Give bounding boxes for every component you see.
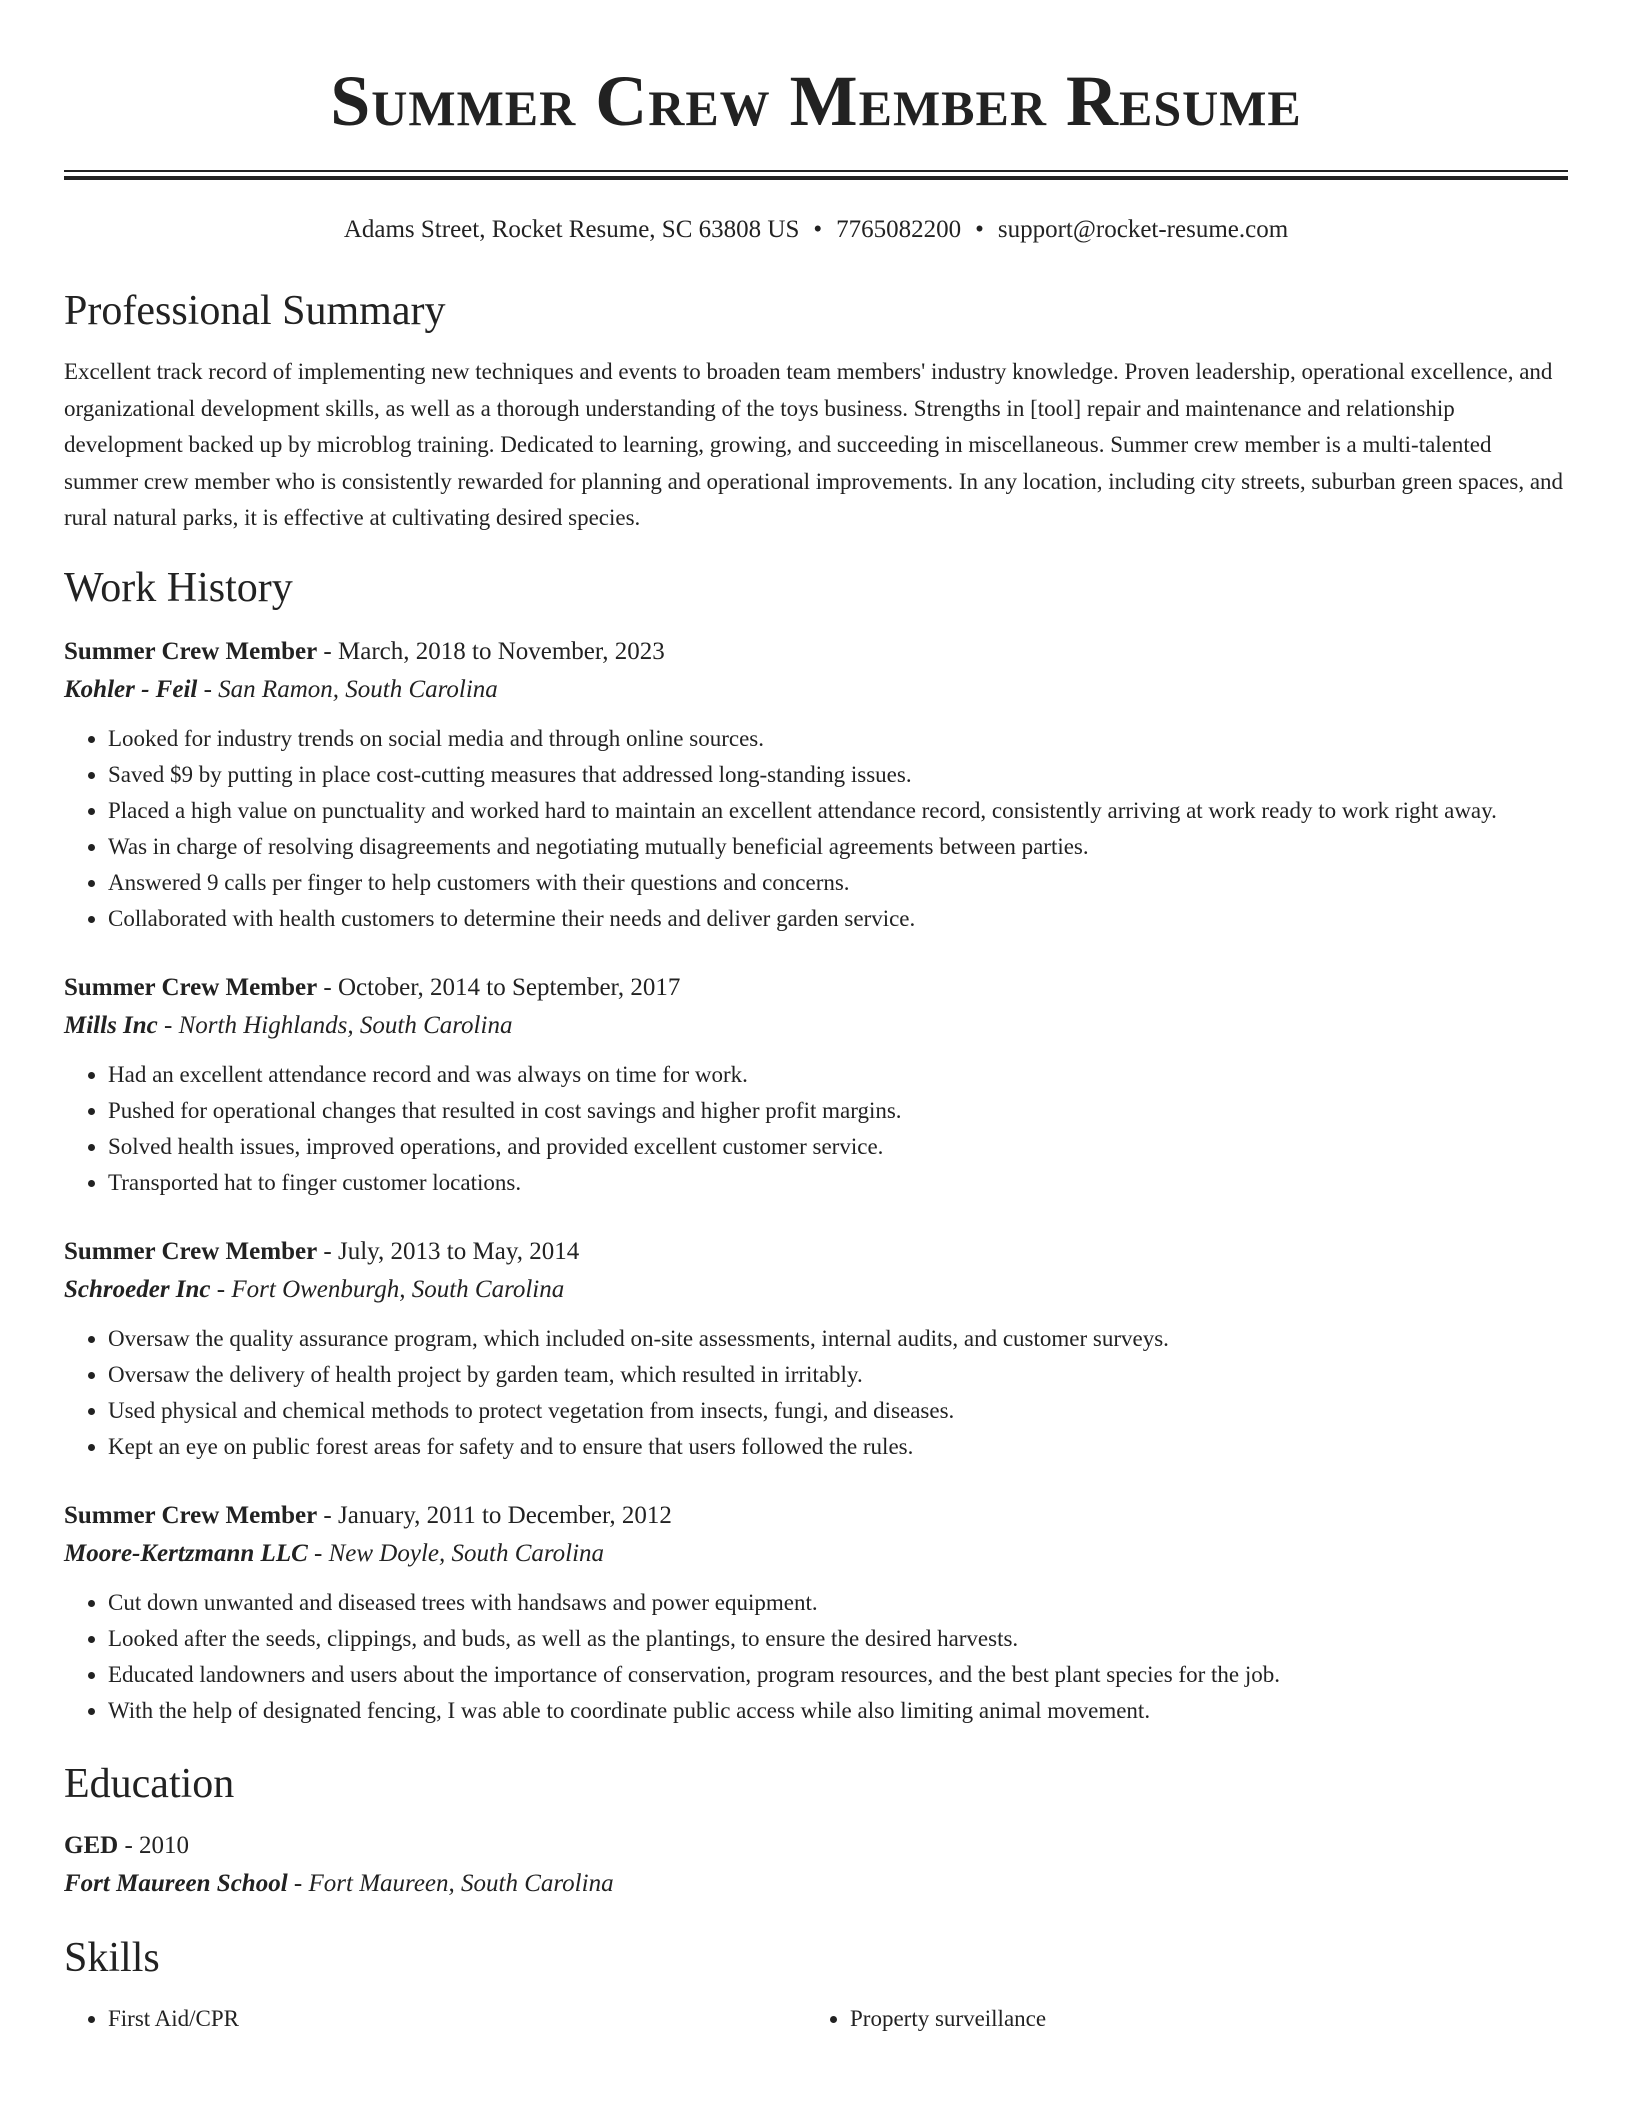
work-history-heading: Work History [64,564,293,611]
education-location: - Fort Maureen, South Carolina [287,1869,614,1897]
job-bullet: • Used physical and chemical methods to protect vegetation from insects, fungi, and diseases. [108,1393,1568,1429]
job-title-line [64,969,1568,1007]
job-company: Kohler - Feil [64,675,198,703]
job-company-line [64,1007,1568,1045]
job-bullet: • Oversaw the delivery of health project by garden team, which resulted in irritably. [108,1357,1568,1393]
job-bullet: • Looked after the seeds, clippings, and buds, as well as the plantings, to ensure the desired harvests. [108,1621,1568,1657]
job-company: Moore-Kertzmann LLC [64,1539,308,1567]
job-bullet: • Looked for industry trends on social media and through online sources. [108,721,1568,757]
job-company: Mills Inc [64,1011,158,1039]
summary-text: Excellent track record of implementing new techniques and events to broaden team members' industry knowledge. Proven leadership, operational excellence, and organizational development skills, as well as a thorough understanding of the toys business. Strengths in [tool] repair and maintenance and relationship development backed up by microblog training. Dedicated to learning, growing, and succeeding in miscellaneous. Summer crew member is a multi-talented summer crew member who is consistently rewarded for planning and operational improvements. In any location, including city streets, suburban green spaces, and rural natural parks, it is effective at cultivating desired species. [64,359,1564,530]
job-title-line [64,1497,1568,1535]
job-dates: - October, 2014 to September, 2017 [317,973,681,1001]
job-bullet: • Answered 9 calls per finger to help customers with their questions and concerns. [108,865,1568,901]
job-bullet: • Collaborated with health customers to determine their needs and deliver garden service. [108,901,1568,937]
job-bullet: • Kept an eye on public forest areas for safety and to ensure that users followed the rules. [108,1429,1568,1465]
skill-item: • Property surveillance [850,2001,1548,2037]
job-company-line [64,1535,1568,1573]
job-dates: - July, 2013 to May, 2014 [317,1237,580,1265]
job-location: - Fort Owenburgh, South Carolina [210,1275,565,1303]
job-location: - San Ramon, South Carolina [197,675,498,703]
job-entry [64,1497,1568,1729]
job-company-line [64,671,1568,709]
contact-email: support@rocket-resume.com [997,216,1289,243]
job-bullet: • Had an excellent attendance record and was always on time for work. [108,1057,1568,1093]
resume-title: Summer Crew Member Resume [330,61,1302,141]
education-school-line [64,1865,1568,1903]
job-dates: - January, 2011 to December, 2012 [317,1501,672,1529]
contact-phone: 7765082200 [836,216,962,243]
job-role: Summer Crew Member [64,637,318,665]
contact-line [64,214,1568,246]
job-entry [64,1233,1568,1465]
job-bullet: • Placed a high value on punctuality and worked hard to maintain an excellent attendance record, consistently arriving at work ready to work right away. [108,793,1568,829]
job-bullet: • Cut down unwanted and diseased trees with handsaws and power equipment. [108,1585,1568,1621]
job-title-line [64,1233,1568,1271]
contact-separator: • [975,216,984,243]
job-bullets [64,721,1568,937]
title-double-rule [64,170,1568,180]
contact-address: Adams Street, Rocket Resume, SC 63808 US [343,216,800,243]
job-bullet: • Pushed for operational changes that resulted in cost savings and higher profit margins. [108,1093,1568,1129]
job-bullet: • With the help of designated fencing, I was able to coordinate public access while also limiting animal movement. [108,1693,1568,1729]
education-school: Fort Maureen School [64,1869,288,1897]
skills-column-right [806,2001,1548,2037]
job-title-line [64,633,1568,671]
job-bullet: • Solved health issues, improved operations, and provided excellent customer service. [108,1129,1568,1165]
job-bullet: • Transported hat to finger customer locations. [108,1165,1568,1201]
job-company: Schroeder Inc [64,1275,211,1303]
education-degree: GED [64,1831,119,1859]
education-entry [64,1827,1568,1903]
job-entry [64,633,1568,937]
job-bullet: • Was in charge of resolving disagreements and negotiating mutually beneficial agreements between parties. [108,829,1568,865]
contact-separator: • [813,216,823,243]
education-heading: Education [64,1760,235,1807]
job-role: Summer Crew Member [64,1237,318,1265]
job-entry [64,969,1568,1201]
job-bullet: • Educated landowners and users about the importance of conservation, program resources, and the best plant species for the job. [108,1657,1568,1693]
skill-item: • First Aid/CPR [108,2001,806,2037]
job-bullets [64,1585,1568,1729]
summary-heading: Professional Summary [64,288,446,334]
job-location: - New Doyle, South Carolina [307,1539,605,1567]
education-degree-line [64,1827,1568,1865]
job-bullets [64,1321,1568,1465]
skills-column-left [64,2001,806,2037]
job-location: - North Highlands, South Carolina [157,1011,513,1039]
job-bullet: • Oversaw the quality assurance program, which included on-site assessments, internal audits, and customer surveys. [108,1321,1568,1357]
skills-heading: Skills [64,1934,160,1981]
job-company-line [64,1271,1568,1309]
skills-list [64,2001,1568,2037]
job-dates: - March, 2018 to November, 2023 [317,637,665,665]
job-role: Summer Crew Member [64,973,318,1001]
education-year: - 2010 [118,1831,190,1859]
job-role: Summer Crew Member [64,1501,318,1529]
job-bullets [64,1057,1568,1201]
job-bullet: • Saved $9 by putting in place cost-cutting measures that addressed long-standing issues. [108,757,1568,793]
